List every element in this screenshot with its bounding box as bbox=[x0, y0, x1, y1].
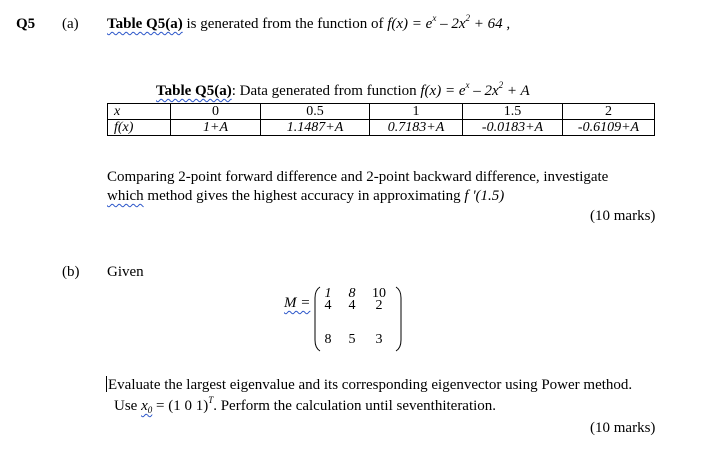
part-b-label: (b) bbox=[62, 264, 80, 280]
part-b-given: Given bbox=[107, 264, 144, 280]
matrix-cell: 8 bbox=[348, 286, 356, 301]
part-a-question-line1: Comparing 2-point forward difference and 2-point backward difference, investigate bbox=[107, 169, 609, 185]
table-cell: 1.1487+A bbox=[261, 120, 370, 136]
matrix-cell: 4 bbox=[348, 298, 356, 313]
task-rest: . Perform the calculation until seventhiteration. bbox=[213, 398, 497, 414]
matrix-cell: 10 bbox=[372, 286, 386, 301]
part-b-task-line1: Evaluate the largest eigenvalue and its corresponding eigenvector using Power method. bbox=[108, 377, 633, 393]
caption-function: $f(x) = e^x - 2x^2 + A$ bbox=[420, 80, 530, 99]
matrix-cell: 5 bbox=[348, 332, 356, 347]
table-reference: Table Q5(a) bbox=[107, 16, 183, 32]
task-use: Use bbox=[114, 398, 142, 414]
part-a-label: (a) bbox=[62, 16, 79, 32]
table-cell: 1 bbox=[370, 104, 463, 120]
part-b-task-line2 bbox=[114, 395, 497, 415]
matrix-cell: 4 bbox=[324, 298, 332, 313]
question-derivative: f '(1.5) bbox=[464, 188, 505, 204]
table-cell: 1.5 bbox=[463, 104, 563, 120]
table-cell: -0.6109+A bbox=[563, 120, 655, 136]
table-cell: 0.5 bbox=[261, 104, 370, 120]
intro-function: $f(x) = e^x - 2x^2 + 64$ , bbox=[387, 13, 511, 32]
table-header-fx: f(x) bbox=[108, 120, 171, 136]
table-cell: 1+A bbox=[171, 120, 261, 136]
intro-text: is generated from the function of bbox=[182, 16, 388, 32]
part-a-intro bbox=[107, 13, 511, 33]
part-a-question-line2 bbox=[107, 188, 504, 205]
table-header-x: x bbox=[108, 104, 171, 120]
table-cell: 0.7183+A bbox=[370, 120, 463, 136]
data-table bbox=[107, 103, 655, 136]
caption-table-reference: Table Q5(a) bbox=[156, 83, 232, 99]
matrix-m bbox=[313, 286, 403, 352]
part-b-marks: (10 marks) bbox=[590, 420, 656, 436]
matrix-right-bracket bbox=[395, 286, 403, 352]
table-cell: 2 bbox=[563, 104, 655, 120]
text-cursor bbox=[106, 376, 107, 392]
matrix-label: M = bbox=[284, 295, 311, 311]
table-cell: -0.0183+A bbox=[463, 120, 563, 136]
caption-text: : Data generated from function bbox=[231, 83, 421, 99]
matrix-cell: 2 bbox=[375, 298, 383, 313]
question-word-which: which bbox=[107, 188, 144, 204]
table-cell: 0 bbox=[171, 104, 261, 120]
question-number: Q5 bbox=[16, 16, 36, 32]
question-rest: method gives the highest accuracy in approximating bbox=[143, 188, 465, 204]
part-a-marks: (10 marks) bbox=[590, 208, 656, 224]
table-caption bbox=[156, 80, 530, 100]
initial-vector-value: = (1 0 1)$^T$ bbox=[152, 395, 214, 414]
matrix-cell: 3 bbox=[375, 332, 383, 347]
table-row-fx bbox=[108, 120, 655, 136]
table-row-x bbox=[108, 104, 655, 120]
matrix-cell: 8 bbox=[324, 332, 332, 347]
matrix-cell: 1 bbox=[324, 286, 332, 301]
initial-vector-symbol: $x_0$ bbox=[141, 398, 153, 415]
